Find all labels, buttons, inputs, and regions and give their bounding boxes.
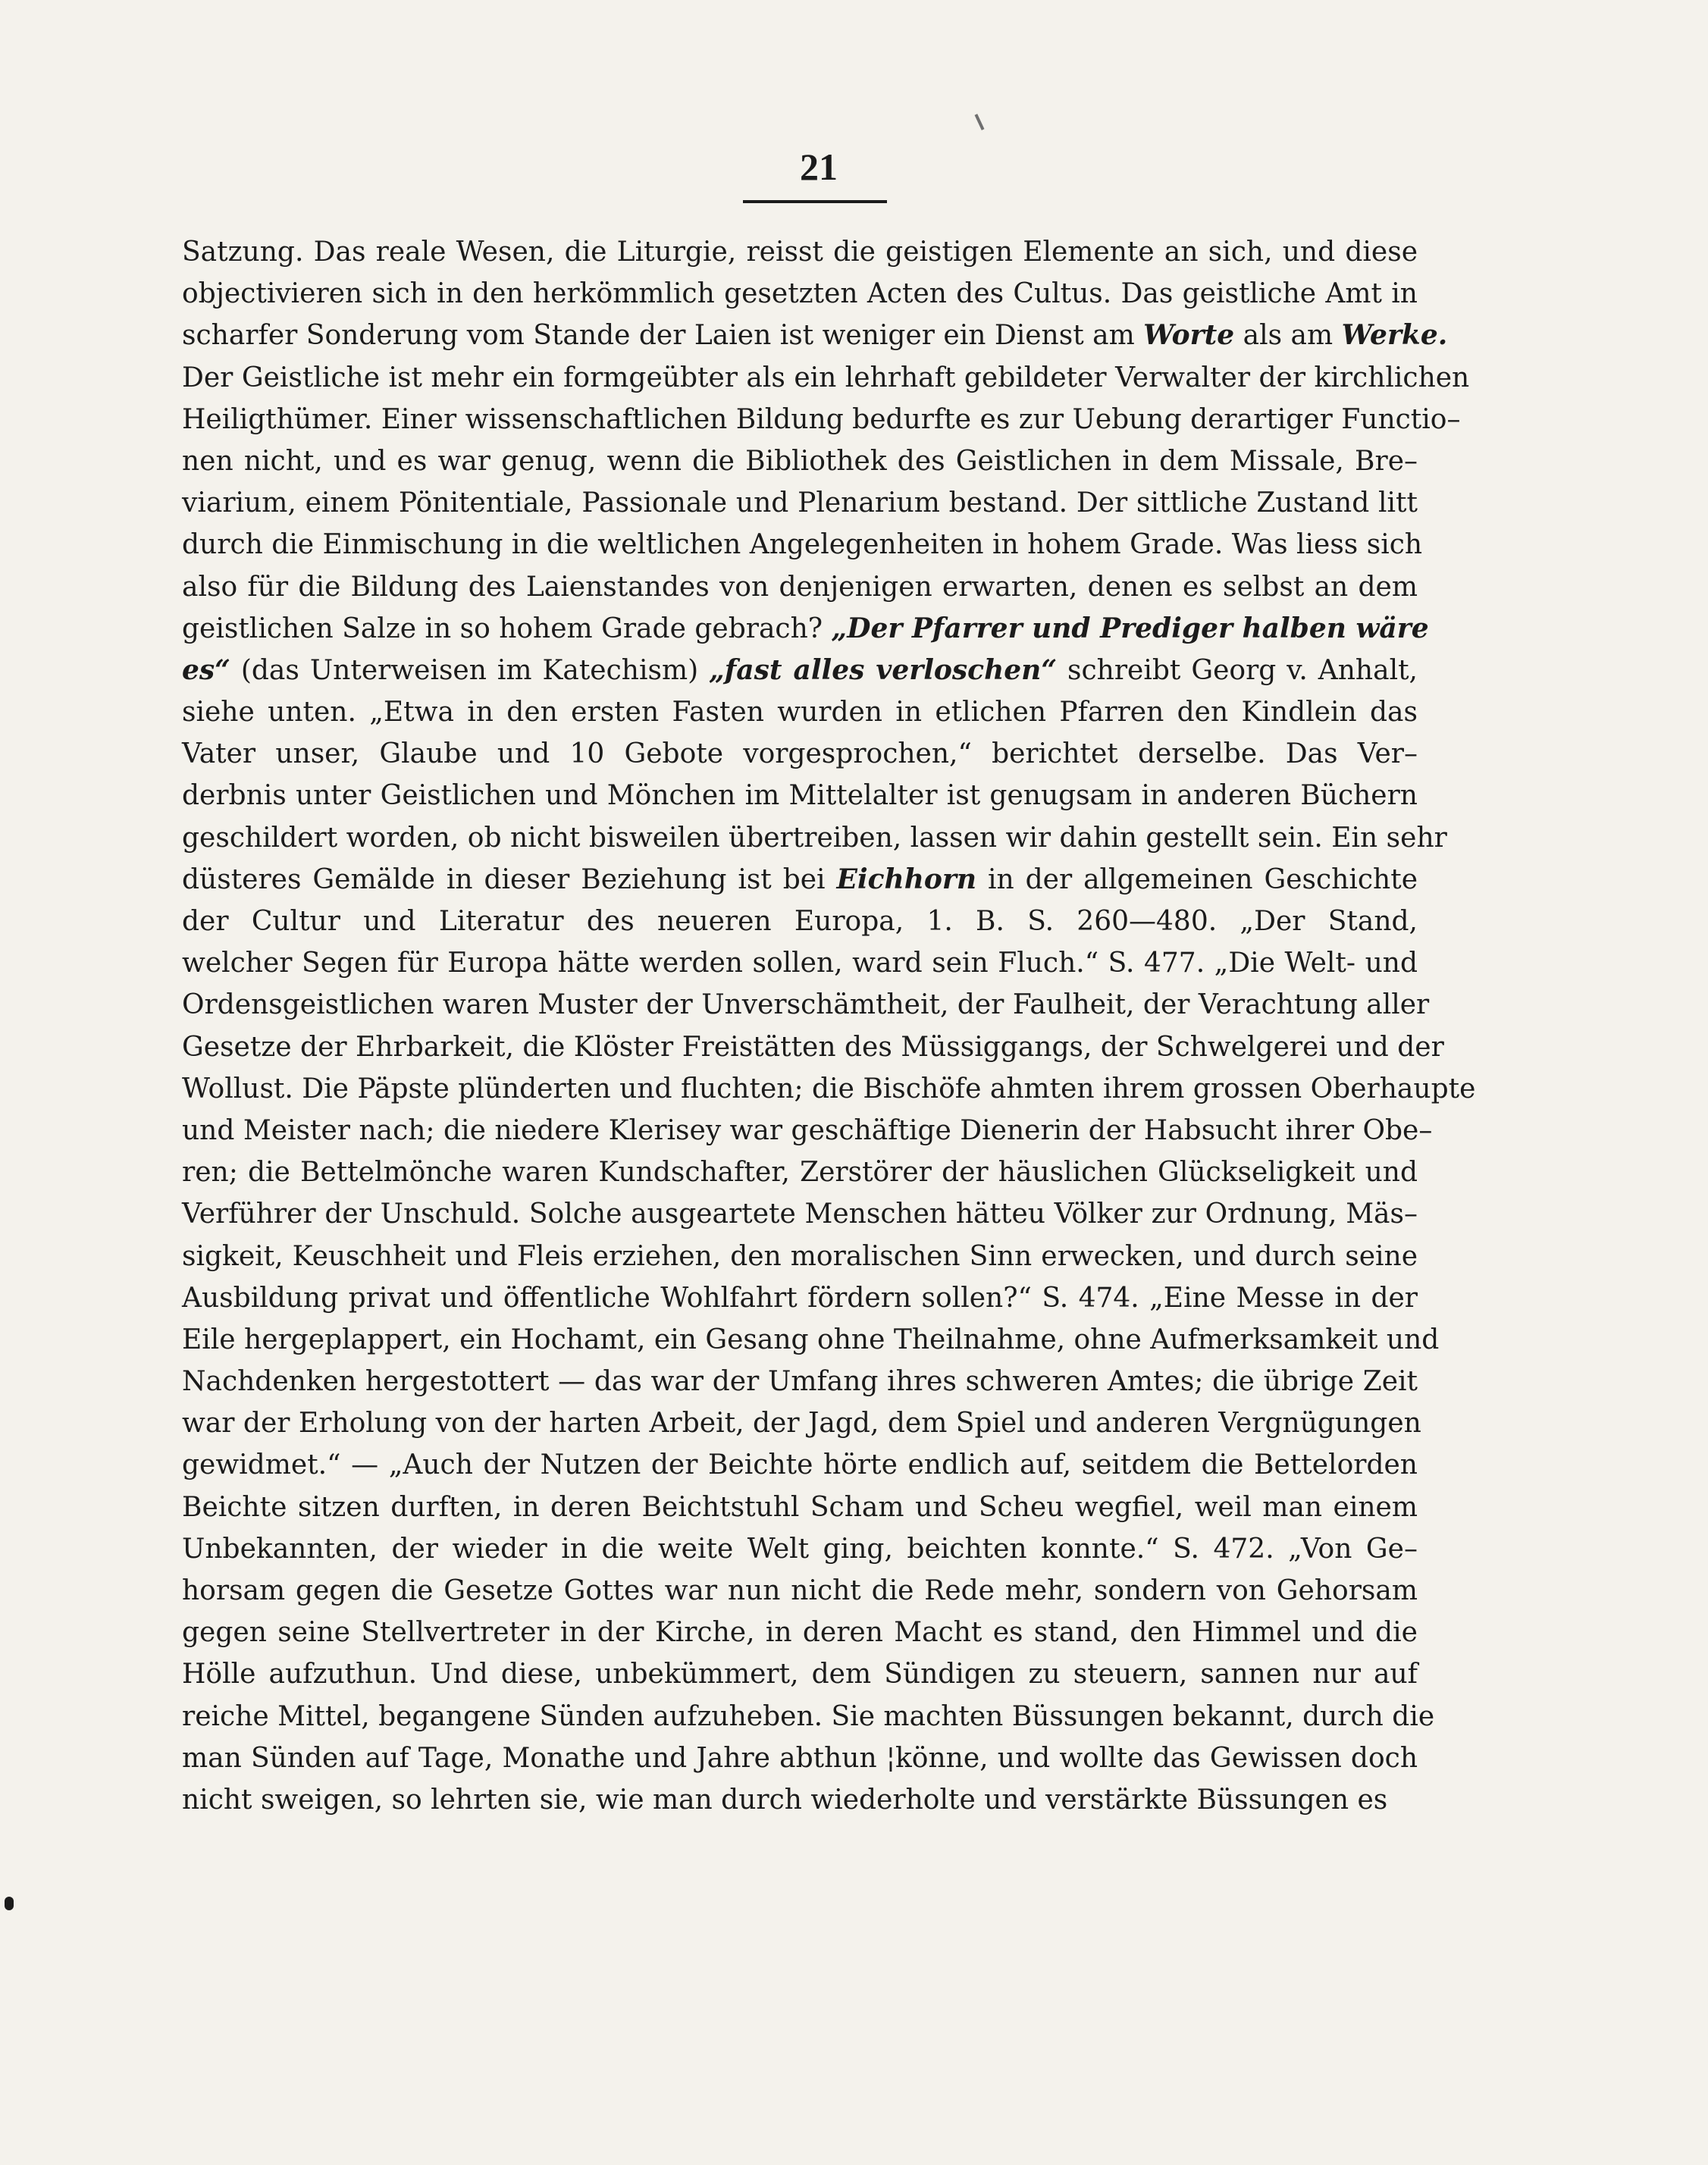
text-segment: man Sünden auf Tage, Monathe und Jahre abthun ¦könne, und wollte das Gewissen doch — [182, 1742, 1418, 1774]
text-line — [182, 901, 1418, 942]
text-segment: objectivieren sich in den herkömmlich gesetzten Acten des Cultus. Das geistliche Amt in — [182, 278, 1418, 310]
text-line — [182, 1151, 1418, 1193]
text-line — [182, 1193, 1418, 1235]
text-segment: nicht sweigen, so lehrten sie, wie man durch wiederholte und verstärkte Büssungen es — [182, 1784, 1388, 1816]
text-line — [182, 1319, 1440, 1361]
text-line — [182, 1026, 1444, 1068]
text-segment: Ausbildung privat und öffentliche Wohlfahrt fördern sollen?“ S. 474. „Eine Messe in der — [182, 1282, 1418, 1314]
text-segment: (das Unterweisen im Katechism) — [230, 654, 710, 686]
text-segment: gewidmet.“ — „Auch der Nutzen der Beichte hörte endlich auf, seitdem die Bettelorden — [182, 1449, 1418, 1481]
text-line — [182, 1528, 1418, 1570]
text-segment: Unbekannten, der wieder in die weite Welt ging, beichten konnte.“ S. 472. „Von Ge– — [182, 1533, 1418, 1565]
text-line — [182, 1444, 1418, 1486]
text-line — [182, 817, 1447, 859]
text-line — [182, 1236, 1418, 1277]
text-segment: war der Erholung von der harten Arbeit, der Jagd, dem Spiel und anderen Vergnügungen — [182, 1408, 1421, 1440]
text-line — [182, 315, 1448, 356]
text-segment: der Cultur und Literatur des neueren Europa, 1. B. S. 260—480. „Der Stand, — [182, 906, 1418, 937]
text-line — [182, 273, 1418, 315]
text-line — [182, 775, 1418, 816]
text-segment: Nachdenken hergestottert — das war der Umfang ihres schweren Amtes; die übrige Zeit — [182, 1366, 1418, 1398]
text-segment: horsam gegen die Gesetze Gottes war nun nicht die Rede mehr, sondern von Gehorsam — [182, 1575, 1418, 1606]
text-segment: gegen seine Stellvertreter in der Kirche, in deren Macht es stand, den Himmel und die — [182, 1617, 1418, 1649]
text-segment: sigkeit, Keuschheit und Fleis erziehen, den moralischen Sinn erwecken, und durch seine — [182, 1240, 1418, 1272]
text-line — [182, 399, 1461, 440]
text-segment: Ordensgeistlichen waren Muster der Unverschämtheit, der Faulheit, der Verachtung aller — [182, 989, 1430, 1021]
text-segment: geschildert worden, ob nicht bisweilen übertreiben, lassen wir dahin gestellt sein. Ein sehr — [182, 822, 1447, 854]
text-segment: Wollust. Die Päpste plünderten und fluchten; die Bischöfe ahmten ihrem grossen Oberhaupte — [182, 1073, 1476, 1104]
text-line — [182, 524, 1423, 566]
text-line — [182, 1779, 1418, 1821]
text-line — [182, 357, 1470, 399]
text-line — [182, 859, 1418, 901]
text-segment: reiche Mittel, begangene Sünden aufzuheben. Sie machten Büssungen bekannt, durch die — [182, 1700, 1435, 1732]
page-number: 21 — [800, 146, 838, 188]
text-line — [182, 942, 1418, 984]
text-line — [182, 691, 1418, 733]
text-segment: Eile hergeplappert, ein Hochamt, ein Gesang ohne Theilnahme, ohne Aufmerksamkeit und — [182, 1324, 1440, 1355]
text-segment: Der Geistliche ist mehr ein formgeübter als ein lehrhaft gebildeter Verwalter der kirchlichen — [182, 362, 1470, 393]
text-line — [182, 1110, 1433, 1151]
stray-mark — [975, 114, 985, 130]
text-segment: also für die Bildung des Laienstandes von denjenigen erwarten, denen es selbst an dem — [182, 571, 1418, 603]
text-line — [182, 650, 1418, 691]
text-line — [182, 1653, 1418, 1695]
text-segment: düsteres Gemälde in dieser Beziehung ist bei — [182, 863, 837, 895]
text-line — [182, 1570, 1418, 1612]
emphasis-text: Werke. — [1341, 319, 1448, 352]
text-segment: ren; die Bettelmönche waren Kundschafter, Zerstörer der häuslichen Glückseligkeit und — [182, 1157, 1418, 1189]
margin-dot — [5, 1897, 14, 1910]
emphasis-text: „fast alles verloschen“ — [709, 653, 1058, 686]
text-segment: Verführer der Unschuld. Solche ausgeartete Menschen hätteu Völker zur Ordnung, Mäs– — [182, 1198, 1418, 1230]
text-line — [182, 566, 1418, 608]
emphasis-text: es“ — [182, 653, 230, 686]
text-segment: schreibt Georg v. Anhalt, — [1057, 654, 1418, 686]
text-segment: Beichte sitzen durften, in deren Beichtstuhl Scham und Scheu wegfiel, weil man einem — [182, 1491, 1418, 1523]
text-segment: durch die Einmischung in die weltlichen Angelegenheiten in hohem Grade. Was liess sich — [182, 529, 1423, 561]
text-segment: als am — [1234, 320, 1342, 352]
text-segment: derbnis unter Geistlichen und Mönchen im Mittelalter ist genugsam in anderen Büchern — [182, 780, 1418, 812]
text-segment: und Meister nach; die niedere Klerisey war geschäftige Dienerin der Habsucht ihrer Obe– — [182, 1114, 1433, 1146]
text-line — [182, 984, 1430, 1026]
emphasis-text: Eichhorn — [836, 863, 977, 895]
text-segment: viarium, einem Pönitentiale, Passionale und Plenarium bestand. Der sittliche Zustand litt — [182, 487, 1418, 519]
text-line — [182, 1402, 1421, 1444]
text-line — [182, 733, 1418, 775]
emphasis-text: Worte — [1143, 319, 1235, 352]
text-segment: Satzung. Das reale Wesen, die Liturgie, reisst die geistigen Elemente an sich, und diese — [182, 237, 1418, 268]
text-segment: Vater unser, Glaube und 10 Gebote vorgesprochen,“ berichtet derselbe. Das Ver– — [182, 738, 1418, 770]
text-line — [182, 1737, 1418, 1779]
text-line — [182, 1068, 1476, 1110]
text-line — [182, 1361, 1418, 1402]
emphasis-text: „Der Pfarrer und Prediger halben wäre — [831, 612, 1429, 644]
text-line — [182, 1277, 1418, 1319]
text-segment: scharfer Sonderung vom Stande der Laien ist weniger ein Dienst am — [182, 320, 1144, 352]
text-line — [182, 1612, 1418, 1653]
text-segment: in der allgemeinen Geschichte — [976, 863, 1418, 895]
text-segment: nen nicht, und es war genug, wenn die Bibliothek des Geistlichen in dem Missale, Bre– — [182, 445, 1418, 477]
text-line — [182, 482, 1418, 524]
text-line — [182, 231, 1418, 273]
text-line — [182, 1696, 1435, 1737]
body-text — [182, 231, 1476, 1821]
text-line — [182, 608, 1429, 650]
text-line — [182, 1487, 1418, 1528]
page-number-rule — [743, 200, 887, 203]
text-segment: welcher Segen für Europa hätte werden sollen, ward sein Fluch.“ S. 477. „Die Welt- und — [182, 948, 1418, 979]
text-segment: geistlichen Salze in so hohem Grade gebrach? — [182, 613, 832, 644]
text-line — [182, 440, 1418, 482]
text-segment: Heiligthümer. Einer wissenschaftlichen Bildung bedurfte es zur Uebung derartiger Functio– — [182, 403, 1461, 435]
text-segment: Gesetze der Ehrbarkeit, die Klöster Freistätten des Müssiggangs, der Schwelgerei und der — [182, 1031, 1444, 1063]
text-segment: siehe unten. „Etwa in den ersten Fasten wurden in etlichen Pfarren den Kindlein das — [182, 697, 1418, 728]
text-segment: Hölle aufzuthun. Und diese, unbekümmert, dem Sündigen zu steuern, sannen nur auf — [182, 1659, 1418, 1690]
